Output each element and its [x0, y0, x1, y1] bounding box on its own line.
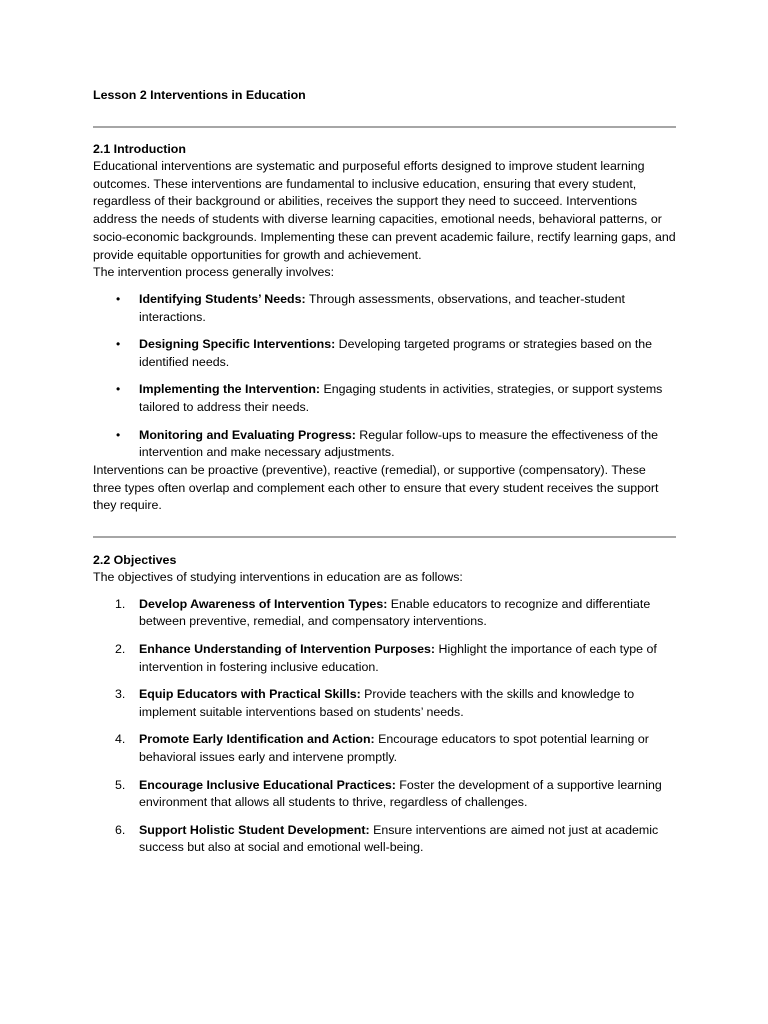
list-item [93, 777, 676, 812]
list-item-text: Provide teachers with the skills and knowledge to implement suitable interventions based on students’ needs. [139, 687, 635, 719]
process-list [93, 291, 676, 462]
section-divider [93, 126, 676, 128]
list-item-term: Promote Early Identification and Action: [139, 732, 375, 747]
list-item [93, 686, 676, 721]
list-item-text: Regular follow-ups to measure the effectiveness of the intervention and make necessary adjustments. [139, 427, 658, 460]
list-item [93, 427, 676, 462]
lesson-title: Lesson 2 Interventions in Education [93, 88, 306, 102]
list-item-term: Monitoring and Evaluating Progress: [139, 427, 356, 442]
section-divider [93, 536, 676, 538]
bullet-icon: • [116, 291, 121, 306]
bullet-icon: • [116, 427, 121, 442]
document-page [93, 86, 676, 857]
introduction-paragraph: Educational interventions are systematic and purposeful efforts designed to improve student learning outcomes. These interventions are fundamental to inclusive education, ensuring that every student, regardless of their background or abilities, receives the support they need to succeed. Interventions address the needs of students with diverse learning capacities, emotional needs, behavioral patterns, or socio-economic backgrounds. Implementing these can prevent academic failure, rectify learning gaps, and provide equitable opportunities for growth and achievement. [93, 159, 676, 262]
list-item-term: Enhance Understanding of Intervention Purposes: [139, 641, 436, 656]
list-item-term: Implementing the Intervention: [139, 382, 321, 397]
list-item-text: Enable educators to recognize and differentiate between preventive, remedial, and compensatory interventions. [139, 596, 651, 629]
bullet-icon: • [116, 337, 121, 352]
list-item-text: Through assessments, observations, and teacher-student interactions. [139, 291, 625, 324]
list-item [93, 336, 676, 371]
process-lead-text: The intervention process generally involves: [93, 265, 335, 280]
list-item-text: Encourage educators to spot potential learning or behavioral issues early and intervene promptly. [139, 732, 649, 765]
objectives-list [93, 596, 676, 857]
list-item [93, 291, 676, 326]
list-item-term: Designing Specific Interventions: [139, 337, 336, 352]
list-item-term: Develop Awareness of Intervention Types: [139, 596, 388, 611]
list-item-number: 6. [115, 822, 126, 837]
list-item-term: Equip Educators with Practical Skills: [139, 687, 361, 702]
list-item [93, 731, 676, 766]
list-item [93, 822, 676, 857]
list-item-number: 5. [115, 777, 126, 792]
list-item-number: 1. [115, 596, 126, 611]
objectives-heading: 2.2 Objectives [93, 553, 177, 568]
list-item-number: 3. [115, 687, 126, 702]
list-item-text: Highlight the importance of each type of intervention in fostering inclusive education. [139, 641, 657, 674]
list-item-text: Engaging students in activities, strategies, or support systems tailored to address their needs. [139, 382, 663, 415]
list-item [93, 641, 676, 676]
list-item-text: Foster the development of a supportive learning environment that allows all students to thrive, regardless of challenges. [139, 777, 662, 810]
introduction-closing-paragraph: Interventions can be proactive (preventive), reactive (remedial), or supportive (compensatory). These three types often overlap and complement each other to ensure that every student receives the support they require. [93, 462, 659, 513]
list-item-number: 4. [115, 732, 126, 747]
objectives-lead-text: The objectives of studying interventions in education are as follows: [93, 570, 463, 585]
list-item-term: Identifying Students’ Needs: [139, 291, 306, 306]
introduction-heading: 2.1 Introduction [93, 142, 186, 156]
list-item-term: Support Holistic Student Development: [139, 822, 370, 837]
list-item-text: Ensure interventions are aimed not just at academic success but also at social and emotional well-being. [139, 822, 659, 855]
list-item-term: Encourage Inclusive Educational Practices: [139, 777, 396, 792]
list-item [93, 596, 676, 631]
list-item [93, 381, 676, 416]
list-item-number: 2. [115, 641, 126, 656]
list-item-text: Developing targeted programs or strategies based on the identified needs. [139, 337, 653, 369]
bullet-icon: • [116, 382, 121, 397]
